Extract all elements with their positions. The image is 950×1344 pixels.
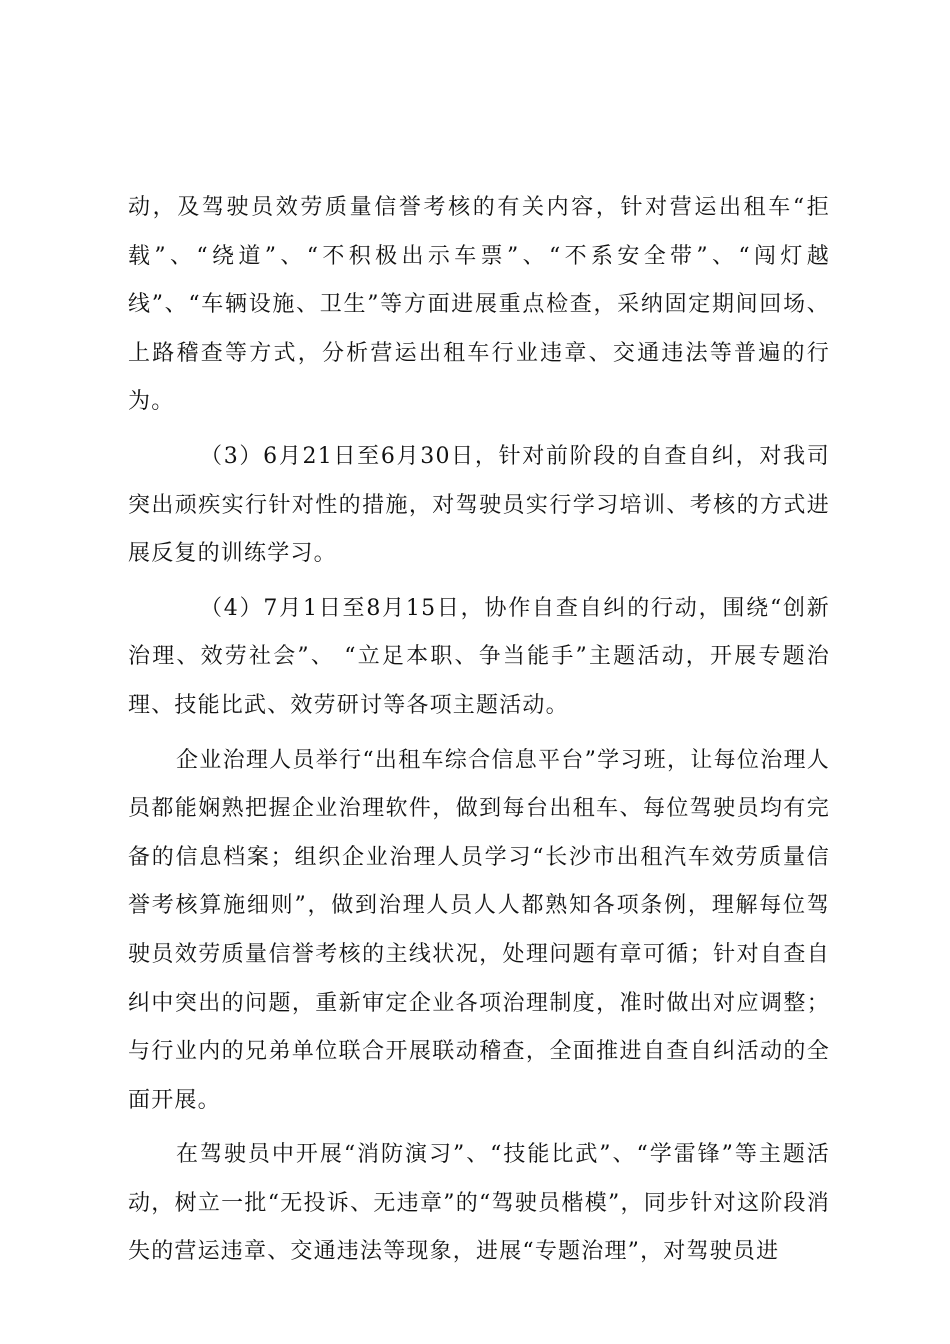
paragraph-step-3: （3）6月21日至6月30日，针对前阶段的自查自纠，对我司突出顽疾实行针对性的措施，对驾驶员实行学习培训、考核的方式进展反复的训练学习。 bbox=[128, 443, 830, 567]
paragraph-continuation: 动，及驾驶员效劳质量信誉考核的有关内容，针对营运出租车“拒载”、“绕道”、“不积极出示车票”、“不系安全带”、“闯灯越线”、“车辆设施、卫生”等方面进展重点检查，采纳固定期间回场、上路稽查等方式，分析营运出租车行业违章、交通违法等普遍的行为。 bbox=[128, 195, 830, 415]
paragraph-driver-activities: 在驾驶员中开展“消防演习”、“技能比武”、“学雷锋”等主题活动，树立一批“无投诉、无违章”的“驾驶员楷模”，同步针对这阶段消失的营运违章、交通违法等现象，进展“专题治理”，对驾驶员进 bbox=[128, 1142, 830, 1265]
paragraph-step-4: （4）7月1日至8月15日，协作自查自纠的行动，围绕“创新治理、效劳社会”、 “立足本职、争当能手”主题活动，开展专题治理、技能比武、效劳研讨等各项主题活动。 bbox=[128, 595, 830, 718]
document-body bbox=[128, 184, 830, 1277]
paragraph-management-staff: 企业治理人员举行“出租车综合信息平台”学习班，让每位治理人员都能娴熟把握企业治理软件，做到每台出租车、每位驾驶员均有完备的信息档案；组织企业治理人员学习“长沙市出租汽车效劳质量信誉考核算施细则”，做到治理人员人人都熟知各项条例，理解每位驾驶员效劳质量信誉考核的主线状况，处理问题有章可循；针对自查自纠中突出的问题，重新审定企业各项治理制度，准时做出对应调整；与行业内的兄弟单位联合开展联动稽查，全面推进自查自纠活动的全面开展。 bbox=[128, 747, 830, 1113]
